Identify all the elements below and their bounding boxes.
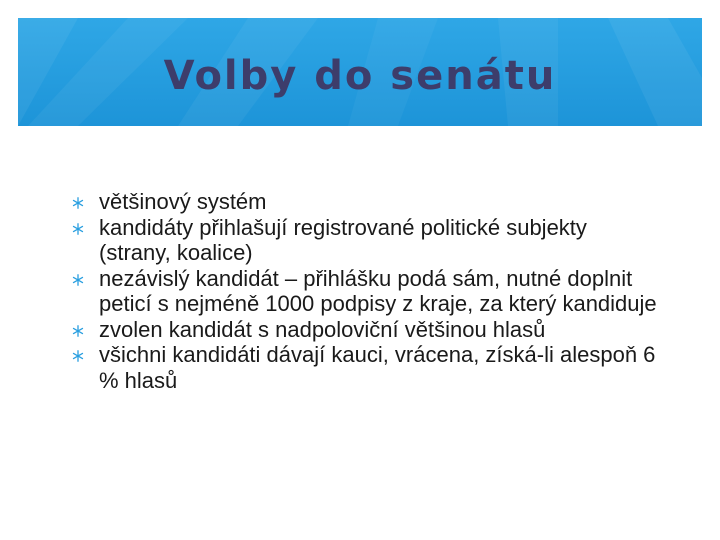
bullet-text: nezávislý kandidát – přihlášku podá sám, nutné doplnit peticí s nejméně 1000 podpisy z kraje, za který kandiduje (99, 265, 657, 316)
bullet-list (72, 189, 662, 393)
list-item (72, 266, 662, 317)
list-item (72, 189, 662, 215)
list-item (72, 317, 662, 343)
bullet-text: většinový systém (99, 189, 267, 214)
list-item (72, 342, 662, 393)
bullet-text: kandidáty přihlašují registrované politické subjekty (strany, koalice) (99, 214, 587, 265)
asterisk-icon (72, 325, 84, 337)
asterisk-icon (72, 223, 84, 235)
bullet-text: všichni kandidáti dávají kauci, vrácena, získá-li alespoň 6 % hlasů (99, 342, 656, 393)
asterisk-icon (72, 350, 84, 362)
asterisk-icon (72, 197, 84, 209)
asterisk-icon (72, 274, 84, 286)
bullet-text: zvolen kandidát s nadpoloviční většinou hlasů (99, 316, 546, 342)
list-item (72, 215, 662, 266)
slide-title: Volby do senátu (163, 53, 557, 99)
